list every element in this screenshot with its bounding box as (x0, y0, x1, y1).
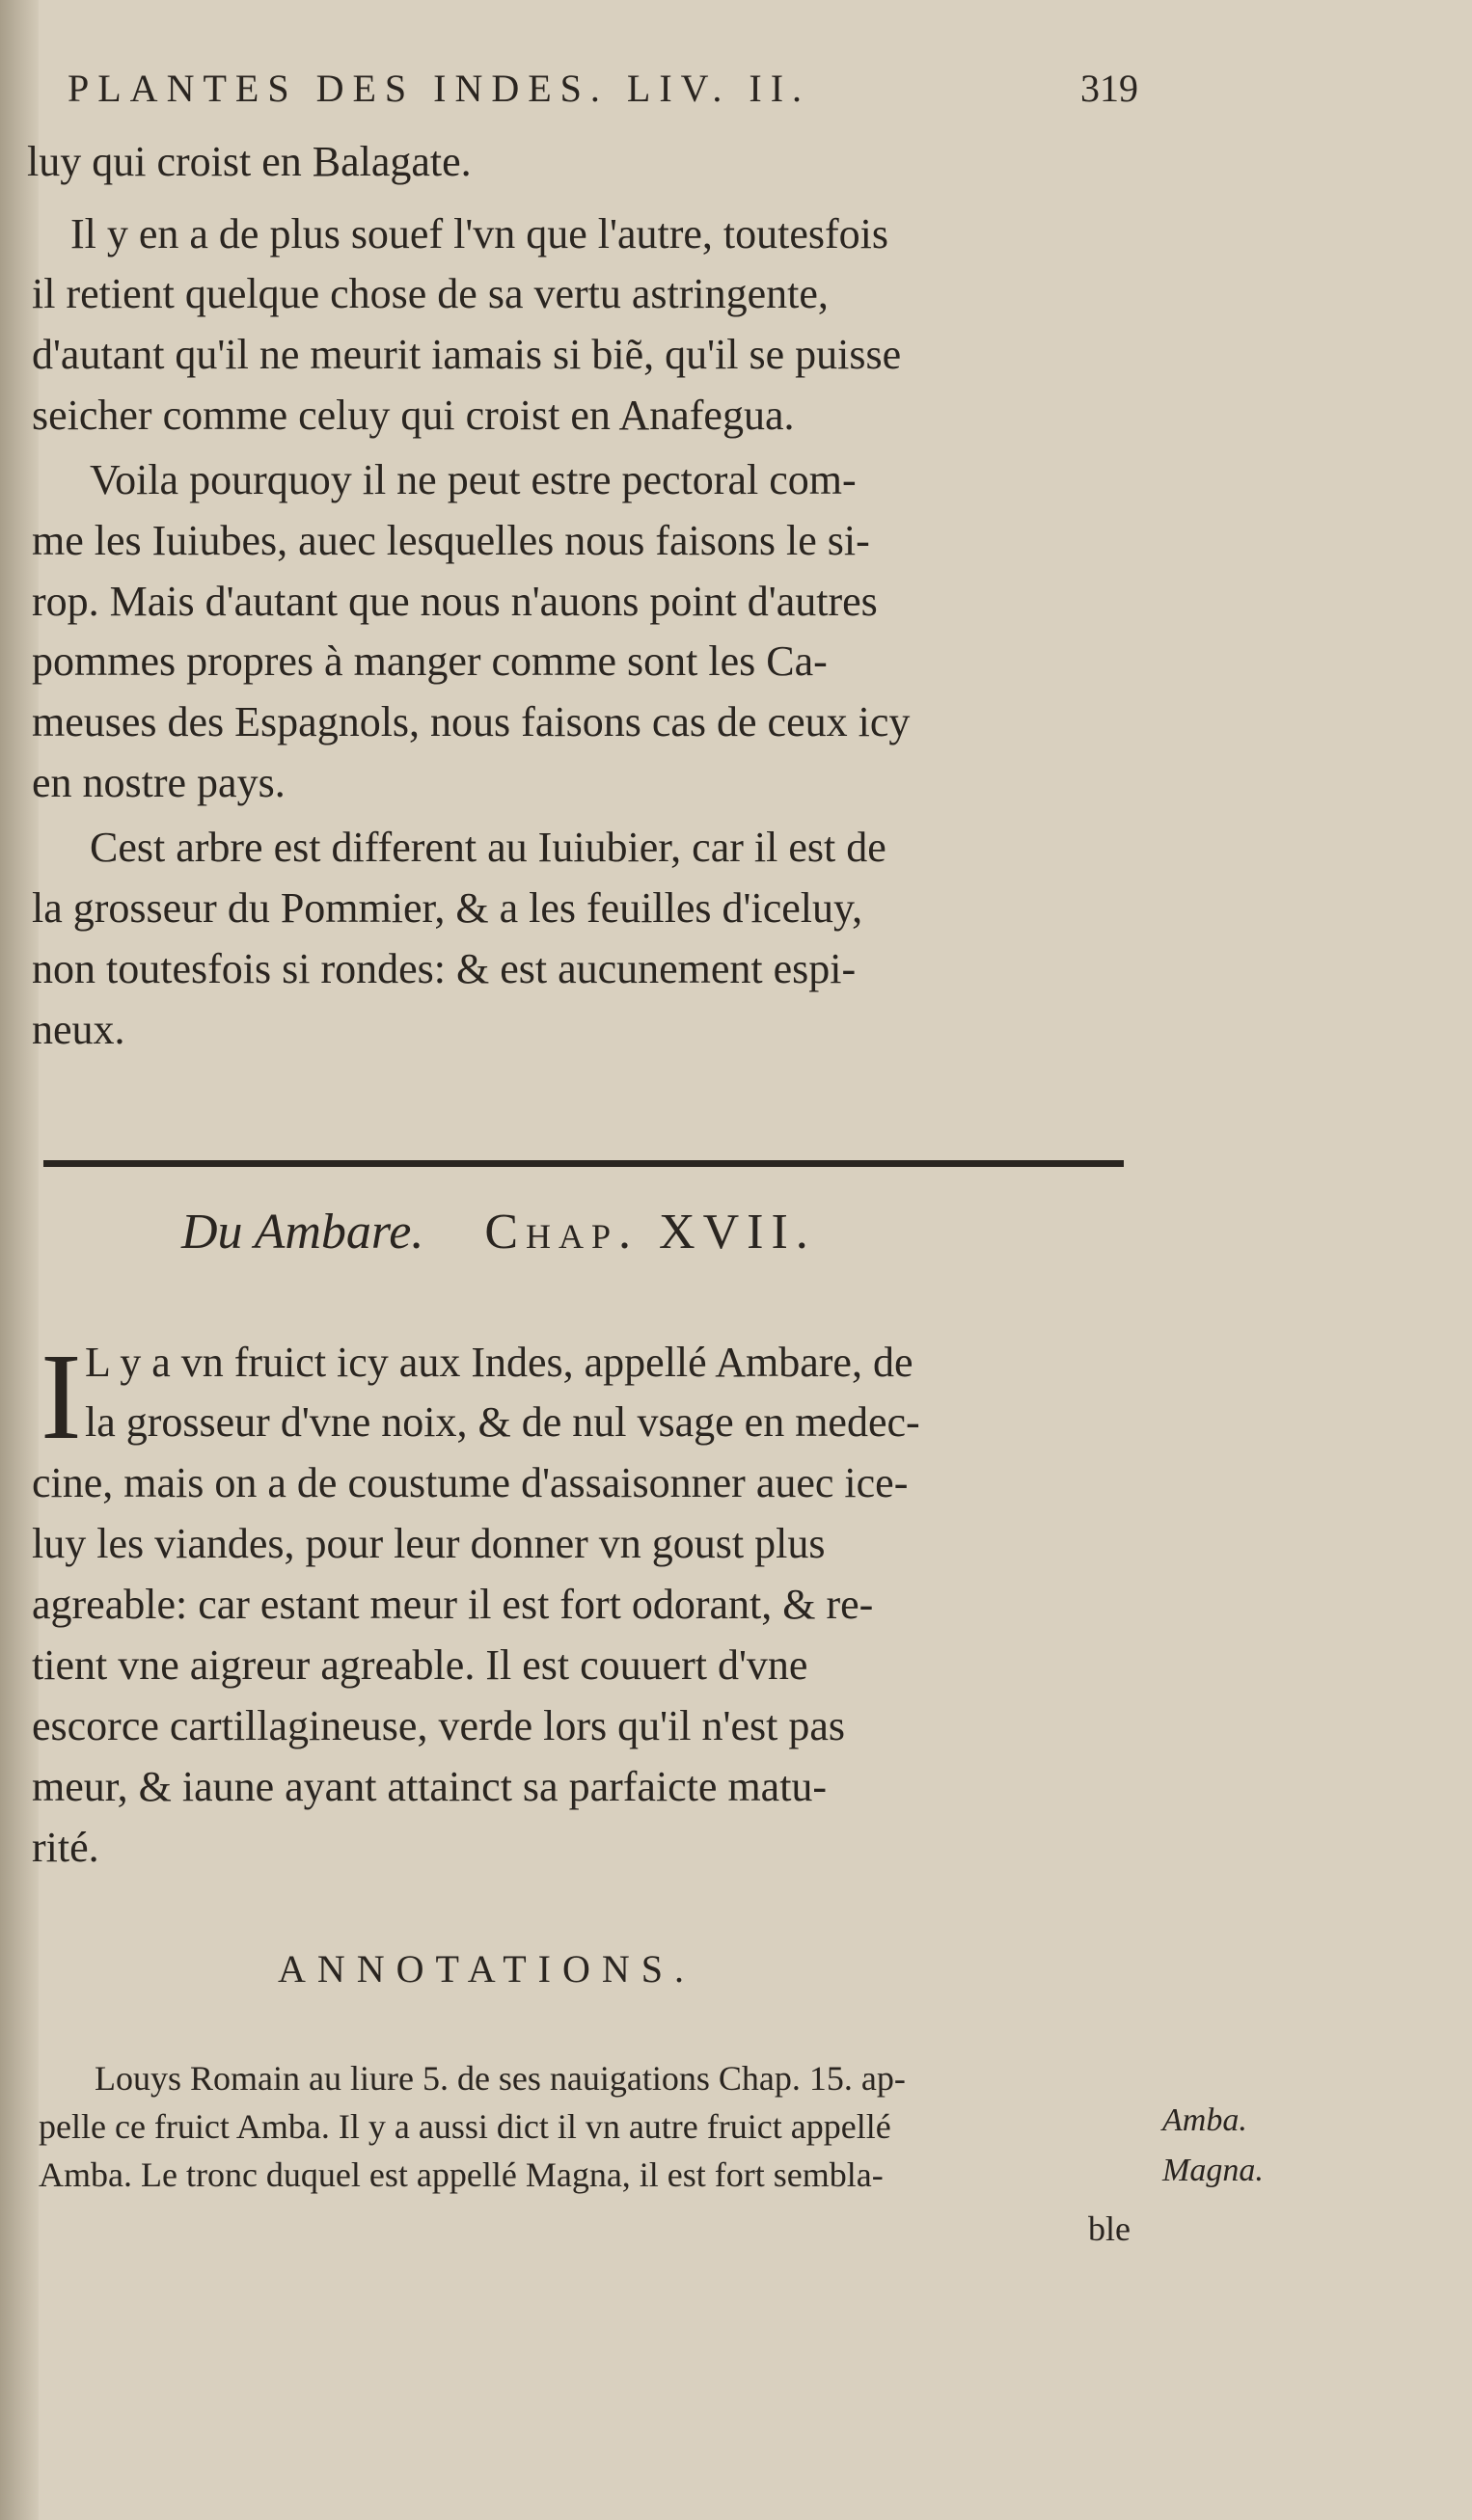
chapter-heading (181, 1204, 816, 1260)
margin-note: Amba. (1162, 2102, 1247, 2138)
running-head (68, 66, 1138, 111)
text-line: pommes propres à manger comme sont les Ca- (32, 637, 828, 685)
text-line: en nostre pays. (32, 759, 286, 806)
text-line: non toutesfois si rondes: & est aucunement espi- (32, 945, 857, 992)
page-number: 319 (1080, 67, 1138, 110)
text-line: Voila pourquoy il ne peut estre pectoral com- (90, 456, 857, 503)
text-line: L y a vn fruict icy aux Indes, appellé Ambare, de (85, 1339, 913, 1386)
annotation-line: Louys Romain au liure 5. de ses nauigations Chap. 15. ap- (95, 2059, 906, 2098)
text-line: cine, mais on a de coustume d'assaisonner auec ice- (32, 1459, 909, 1506)
text-line: la grosseur d'vne noix, & de nul vsage en medec- (85, 1398, 920, 1446)
chapter-divider (43, 1160, 1124, 1167)
drop-cap: I (41, 1328, 82, 1465)
text-line: meuses des Espagnols, nous faisons cas de ceux icy (32, 698, 911, 745)
annotation-line: Amba. Le tronc duquel est appellé Magna, il est fort sembla- (39, 2155, 884, 2194)
text-line: rop. Mais d'autant que nous n'auons point d'autres (32, 578, 878, 625)
text-line: Il y en a de plus souef l'vn que l'autre, toutesfois (70, 210, 888, 257)
text-line: rité. (32, 1824, 99, 1871)
text-line: tient vne aigreur agreable. Il est couuert d'vne (32, 1641, 808, 1689)
margin-note: Magna. (1162, 2153, 1264, 2188)
text-line: Cest arbre est different au Iuiubier, car il est de (90, 824, 886, 871)
text-line: agreable: car estant meur il est fort odorant, & re- (32, 1581, 874, 1628)
text-line: la grosseur du Pommier, & a les feuilles d'iceluy, (32, 884, 863, 932)
text-line: il retient quelque chose de sa vertu astringente, (32, 270, 829, 317)
text-line: meur, & iaune ayant attainct sa parfaicte matu- (32, 1763, 828, 1810)
text-line: me les Iuiubes, auec lesquelles nous faisons le si- (32, 517, 870, 564)
text-line: escorce cartillagineuse, verde lors qu'il n'est pas (32, 1702, 845, 1749)
text-line: luy les viandes, pour leur donner vn goust plus (32, 1520, 826, 1567)
chapter-title: Du Ambare. (181, 1205, 424, 1260)
annotation-line: pelle ce fruict Amba. Il y a aussi dict il vn autre fruict appellé (39, 2107, 891, 2146)
chapter-number: Chap. XVII. (484, 1205, 816, 1260)
annotations-heading: ANNOTATIONS. (278, 1947, 696, 1991)
text-line: seicher comme celuy qui croist en Anafegua. (32, 392, 795, 439)
text-line: neux. (32, 1006, 125, 1053)
text-line: luy qui croist en Balagate. (27, 138, 472, 185)
catchword: ble (1088, 2209, 1131, 2248)
running-head-title: PLANTES DES INDES. LIV. II. (68, 67, 811, 110)
text-line: d'autant qu'il ne meurit iamais si biẽ, qu'il se puisse (32, 331, 902, 378)
